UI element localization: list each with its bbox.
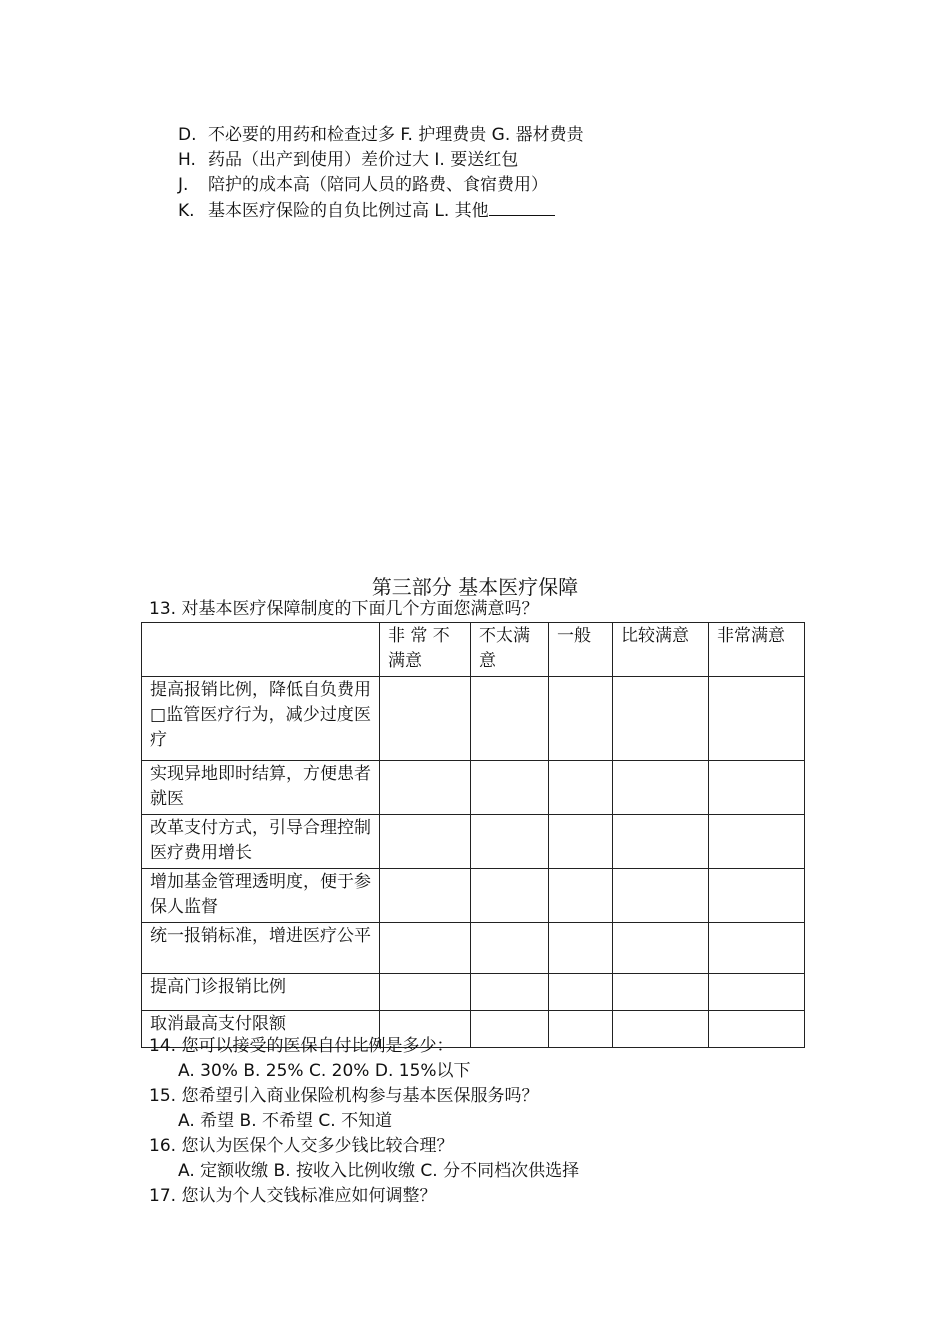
question-13: 13. 对基本医疗保障制度的下面几个方面您满意吗？ (149, 599, 539, 619)
rating-cell[interactable] (471, 869, 549, 923)
rating-cell[interactable] (380, 677, 471, 761)
option-line-h (178, 149, 518, 171)
question-15-options[interactable]: A. 希望 B. 不希望 C. 不知道 (178, 1111, 393, 1131)
table-row (142, 869, 805, 923)
rating-cell[interactable] (613, 923, 709, 974)
table-header-row (142, 623, 805, 677)
rating-cell[interactable] (613, 1011, 709, 1048)
column-header: 非常满意 (709, 623, 805, 677)
rating-cell[interactable] (709, 1011, 805, 1048)
column-header: 不太满意 (471, 623, 549, 677)
column-header: 非 常 不 满意 (380, 623, 471, 677)
rating-cell[interactable] (709, 677, 805, 761)
rating-cell[interactable] (613, 761, 709, 815)
rating-cell[interactable] (709, 923, 805, 974)
question-14-options[interactable]: A. 30% B. 25% C. 20% D. 15%以下 (178, 1061, 471, 1081)
table-row (142, 923, 805, 974)
column-header: 一般 (549, 623, 613, 677)
option-line-j (178, 174, 548, 196)
table-corner-cell (142, 623, 380, 677)
rating-cell[interactable] (613, 677, 709, 761)
option-text: 药品（出产到使用）差价过大 I. 要送红包 (208, 150, 519, 170)
row-label: 改革支付方式，引导合理控制医疗费用增长 (142, 815, 380, 869)
option-text: 基本医疗保险的自负比例过高 L. 其他 (208, 201, 489, 221)
rating-cell[interactable] (380, 923, 471, 974)
row-label: 取消最高支付限额 (142, 1011, 380, 1048)
rating-cell[interactable] (613, 815, 709, 869)
question-15: 15. 您希望引入商业保险机构参与基本医保服务吗？ (149, 1086, 539, 1106)
satisfaction-table (141, 622, 805, 1048)
rating-cell[interactable] (380, 815, 471, 869)
question-14: 14. 您可以接受的医保自付比例是多少： (149, 1036, 454, 1056)
rating-cell[interactable] (549, 677, 613, 761)
table-row (142, 974, 805, 1011)
row-label: 提高门诊报销比例 (142, 974, 380, 1011)
rating-cell[interactable] (613, 869, 709, 923)
row-label: 实现异地即时结算，方便患者就医 (142, 761, 380, 815)
row-label: 提高报销比例，降低自负费用□监管医疗行为，减少过度医疗 (142, 677, 380, 761)
table-row (142, 677, 805, 761)
option-line-k (178, 199, 555, 222)
column-header: 比较满意 (613, 623, 709, 677)
question-16-options[interactable]: A. 定额收缴 B. 按收入比例收缴 C. 分不同档次供选择 (178, 1161, 580, 1181)
fill-in-blank[interactable] (489, 199, 555, 216)
rating-cell[interactable] (380, 869, 471, 923)
rating-cell[interactable] (471, 815, 549, 869)
rating-cell[interactable] (471, 974, 549, 1011)
rating-cell[interactable] (471, 677, 549, 761)
rating-cell[interactable] (549, 761, 613, 815)
table-row (142, 761, 805, 815)
rating-cell[interactable] (471, 761, 549, 815)
row-label: 增加基金管理透明度，便于参保人监督 (142, 869, 380, 923)
option-label: H. (178, 150, 196, 170)
rating-cell[interactable] (380, 974, 471, 1011)
rating-cell[interactable] (709, 815, 805, 869)
question-17: 17. 您认为个人交钱标准应如何调整？ (149, 1186, 437, 1206)
option-text: 陪护的成本高（陪同人员的路费、食宿费用） (208, 175, 548, 195)
rating-cell[interactable] (709, 869, 805, 923)
rating-cell[interactable] (549, 1011, 613, 1048)
table-row (142, 815, 805, 869)
option-label: K. (178, 201, 195, 221)
rating-cell[interactable] (471, 1011, 549, 1048)
section-title: 第三部分 基本医疗保障 (371, 575, 579, 599)
rating-cell[interactable] (709, 974, 805, 1011)
question-16: 16. 您认为医保个人交多少钱比较合理？ (149, 1136, 454, 1156)
option-text: 不必要的用药和检查过多 F. 护理费贵 G. 器材费贵 (208, 125, 584, 145)
option-line-d (178, 124, 584, 146)
rating-cell[interactable] (549, 869, 613, 923)
rating-cell[interactable] (549, 815, 613, 869)
rating-cell[interactable] (380, 761, 471, 815)
rating-cell[interactable] (549, 974, 613, 1011)
rating-cell[interactable] (613, 974, 709, 1011)
row-label: 统一报销标准，增进医疗公平 (142, 923, 380, 974)
rating-cell[interactable] (549, 923, 613, 974)
option-label: J. (178, 175, 189, 195)
option-label: D. (178, 125, 197, 145)
rating-cell[interactable] (709, 761, 805, 815)
rating-cell[interactable] (471, 923, 549, 974)
